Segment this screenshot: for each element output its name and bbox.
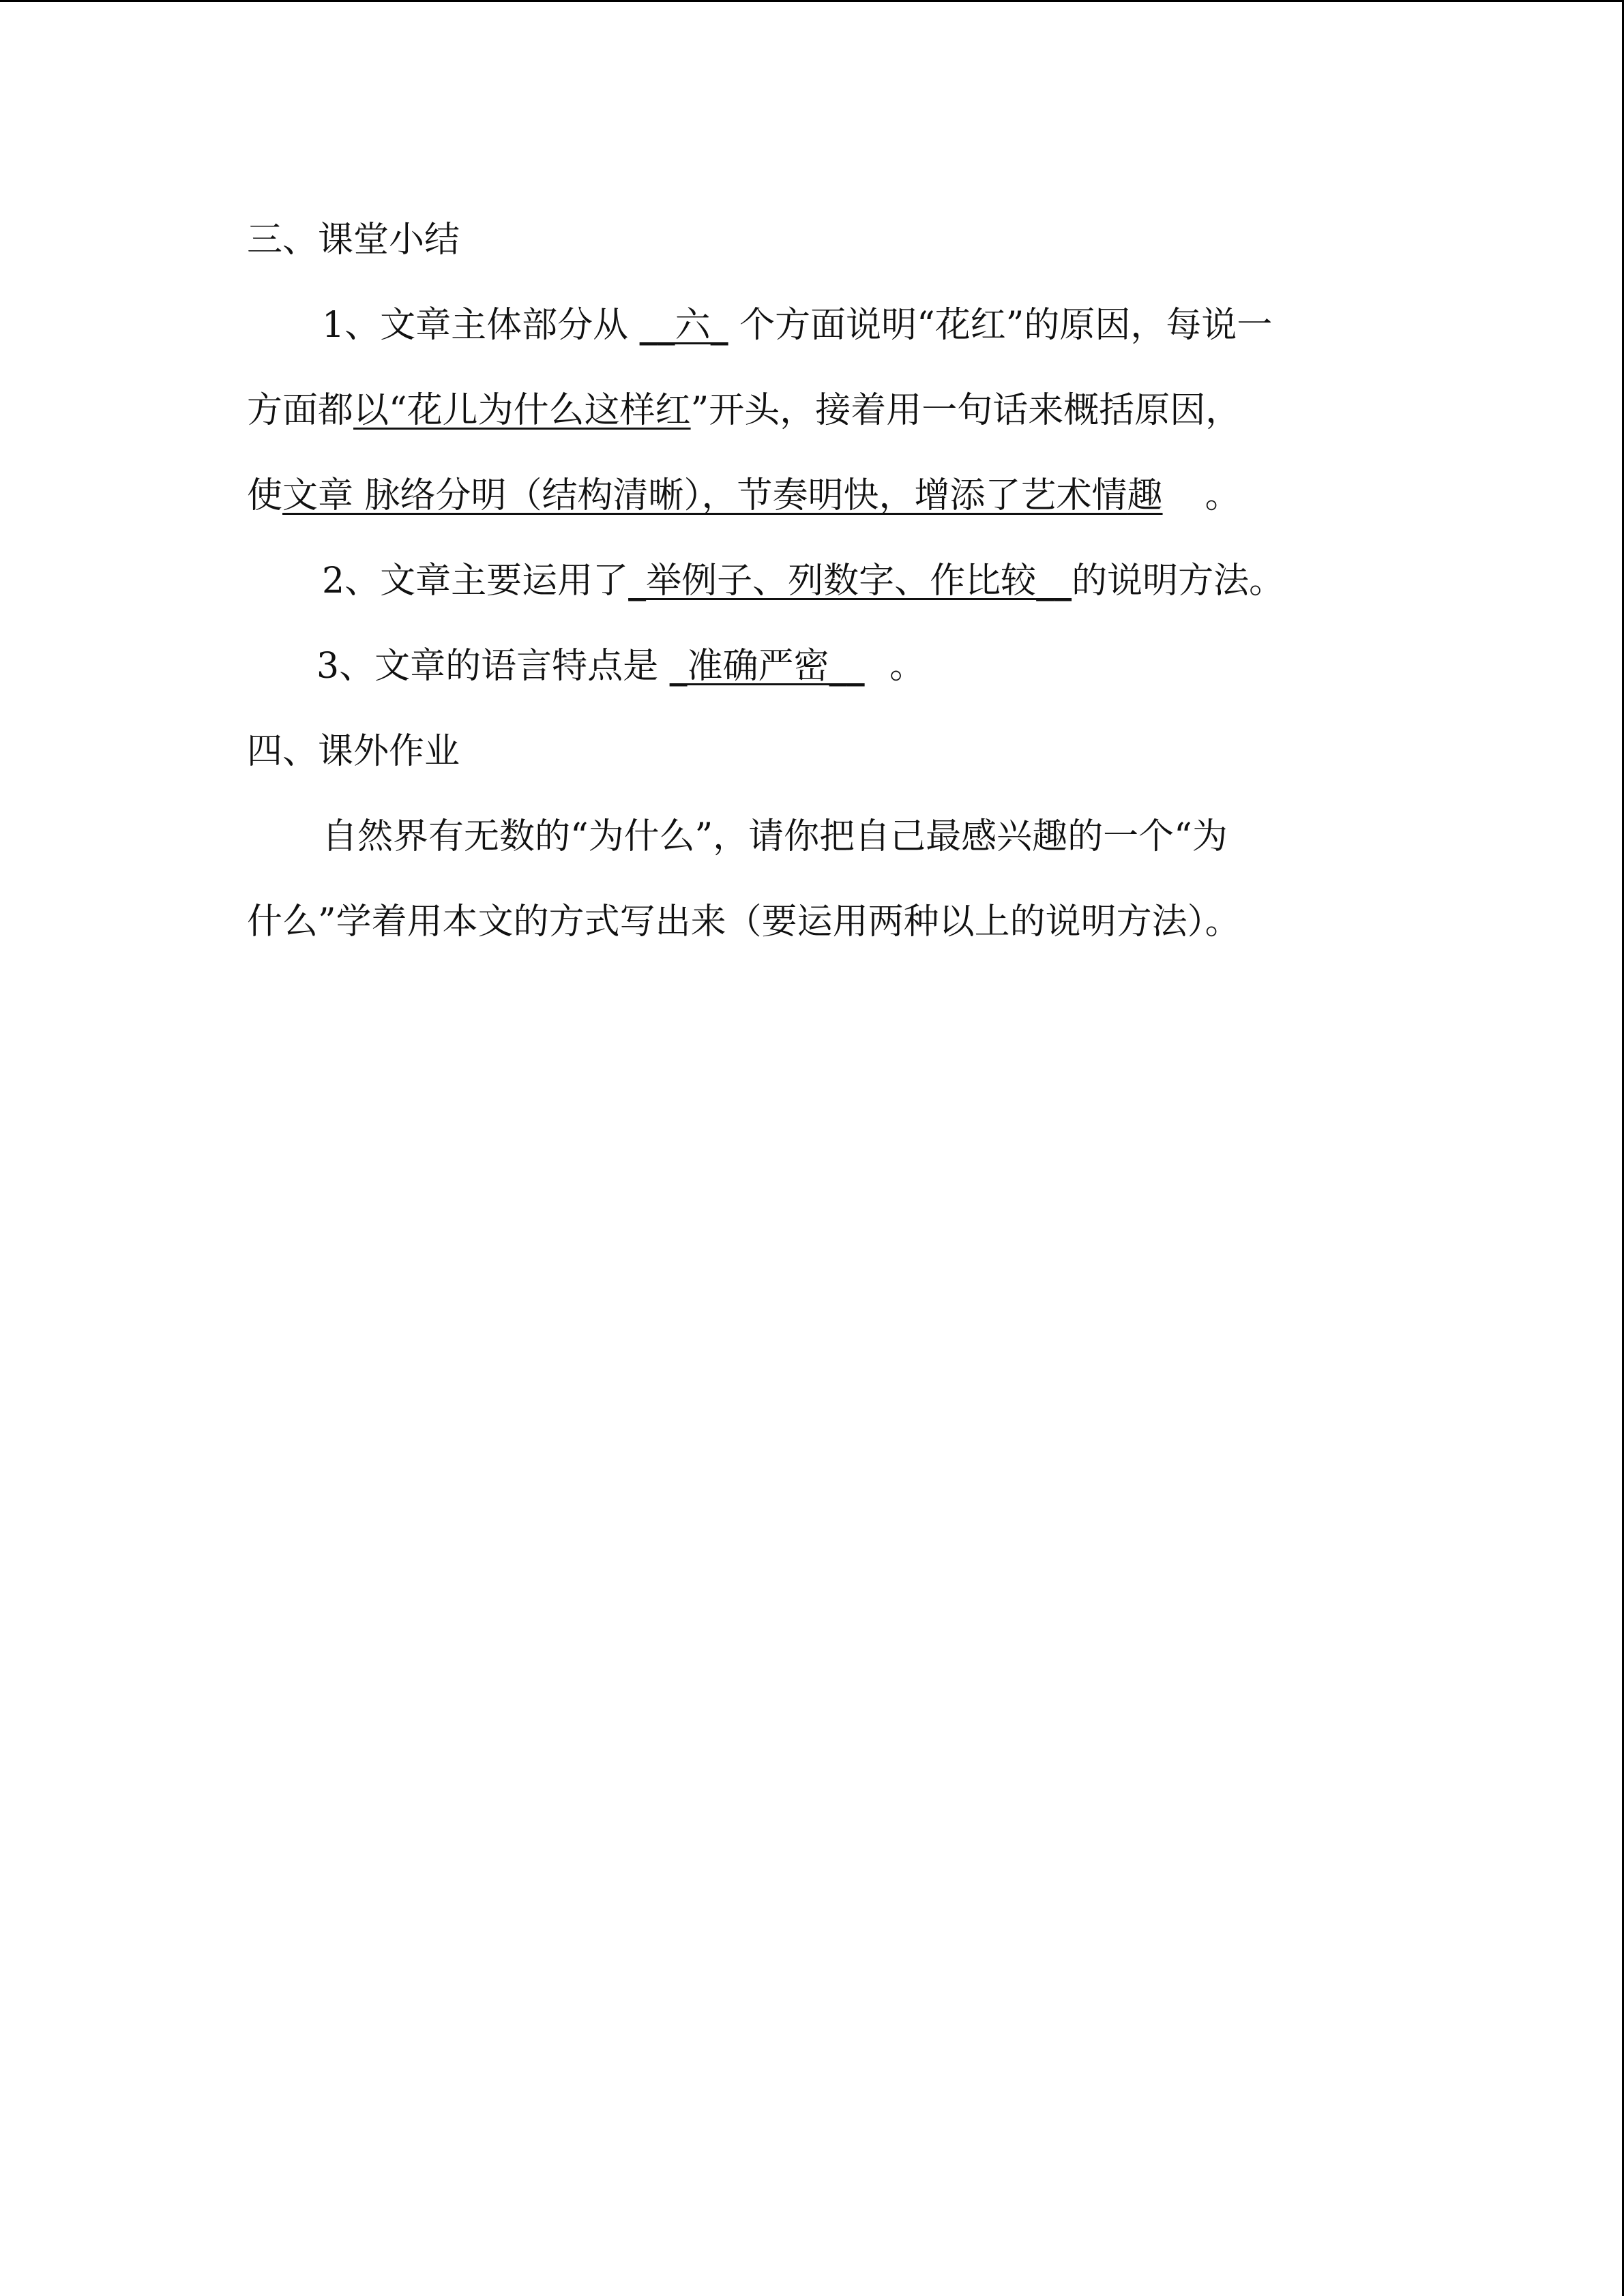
- item2-text-a: 2、文章主要运用了: [322, 561, 629, 601]
- homework-line2: 什么”学着用本文的方式写出来（要运用两种以上的说明方法）。: [247, 901, 1241, 942]
- item1-line3-underlined: 文章 脉络分明（结构清晰），节奏明快，增添了艺术情: [282, 475, 1127, 516]
- summary-heading: 三、课堂小结: [247, 220, 460, 260]
- item1-blank-count: __六_: [639, 305, 728, 346]
- item1-line2-text-b: ”开头，接着用一句话来概括原因，: [690, 390, 1241, 431]
- item1-text-b: 个方面说明“花红”的原因，每说一: [739, 305, 1273, 346]
- item1-line3: [247, 475, 1241, 517]
- item1-line1: [322, 304, 1272, 346]
- item3-text-b: 。: [889, 646, 926, 687]
- item2-underlined: _举例子、列数字、作比较__: [628, 561, 1072, 601]
- item1-line3-text-c: 。: [1205, 475, 1241, 516]
- item1-line3-text-b: 趣: [1127, 475, 1163, 516]
- item1-line2-underlined: 以“花儿为什么这样红: [353, 390, 691, 431]
- item1-line2: [247, 389, 1241, 432]
- item1-line2-text-a: 方面都: [247, 390, 354, 431]
- item3-line: [316, 645, 925, 687]
- item1-line3-text-a: 使: [247, 475, 283, 516]
- item1-text-a: 1、文章主体部分从: [322, 305, 629, 346]
- homework-heading: 四、课外作业: [247, 731, 460, 772]
- homework-line1: 自然界有无数的“为什么”，请你把自己最感兴趣的一个“为: [322, 816, 1228, 857]
- item2-line: [322, 560, 1284, 602]
- item3-text-a: 3、文章的语言特点是: [316, 646, 659, 687]
- item3-underlined: _准确严密__: [669, 646, 865, 687]
- item2-text-b: 的说明方法。: [1072, 561, 1285, 601]
